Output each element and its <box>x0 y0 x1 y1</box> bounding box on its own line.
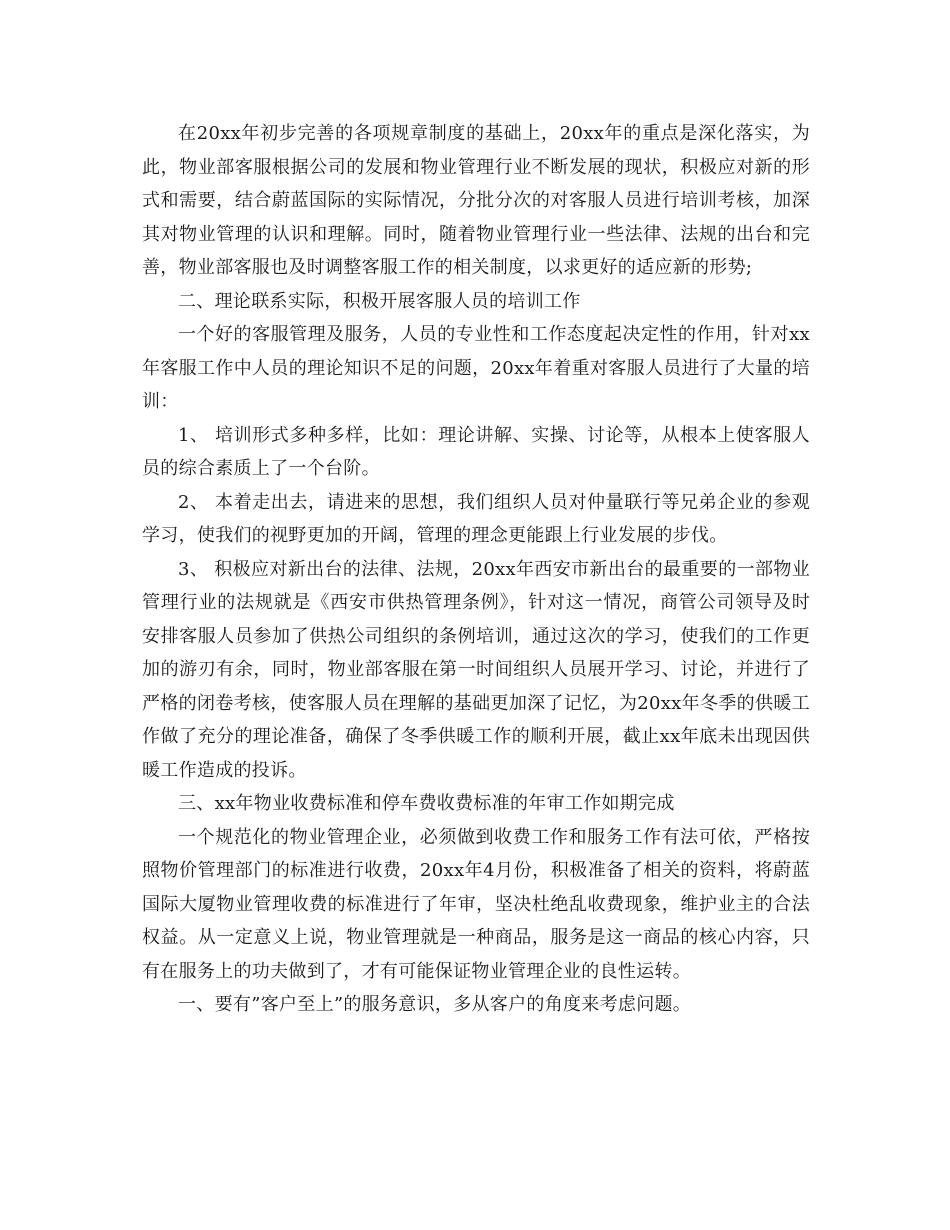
paragraph-fee-standards: 一个规范化的物业管理企业，必须做到收费工作和服务工作有法可依，严格按照物价管理部门的标准进行收费，20xx年4月份，积极准备了相关的资料，将蔚蓝国际大厦物业管理收费的标准进行了年审，坚决杜绝乱收费现象，维护业主的合法权益。从一定意义上说，物业管理就是一种商品，服务是这一商品的核心内容，只有在服务上的功夫做到了，才有可能保证物业管理企业的良性运转。 <box>142 826 810 982</box>
list-item-new-regulations: 3、 积极应对新出台的法律、法规，20xx年西安市新出台的最重要的一部物业管理行业的法规就是《西安市供热管理条例》，针对这一情况，商管公司领导及时安排客服人员参加了供热公司组织的条例培训，通过这次的学习，使我们的工作更加的游刃有余，同时，物业部客服在第一时间组织人员展开学习、讨论，并进行了严格的闭卷考核，使客服人员在理解的基础更加深了记忆，为20xx年冬季的供暖工作做了充分的理论准备，确保了冬季供暖工作的顺利开展，截止xx年底未出现因供暖工作造成的投诉。 <box>142 558 810 781</box>
paragraph-intro: 在20xx年初步完善的各项规章制度的基础上，20xx年的重点是深化落实，为此，物业部客服根据公司的发展和物业管理行业不断发展的现状，积极应对新的形式和需要，结合蔚蓝国际的实际情况，分批分次的对客服人员进行培训考核，加深其对物业管理的认识和理解。同时，随着物业管理行业一些法律、法规的出台和完善，物业部客服也及时调整客服工作的相关制度，以求更好的适应新的形势; <box>142 123 810 278</box>
section-heading-training: 二、理论联系实际，积极开展客服人员的培训工作 <box>178 290 581 312</box>
list-item-training-forms: 1、 培训形式多种多样，比如：理论讲解、实操、讨论等，从根本上使客服人员的综合素质上了一个台阶。 <box>142 424 810 479</box>
list-item-visit-learning: 2、 本着走出去，请进来的思想，我们组织人员对仲量联行等兄弟企业的参观学习，使我们的视野更加的开阔，管理的理念更能跟上行业发展的步伐。 <box>142 491 810 546</box>
section-heading-annual-review: 三、xx年物业收费标准和停车费收费标准的年审工作如期完成 <box>178 793 675 814</box>
document-body <box>142 117 810 1022</box>
paragraph-training-intro: 一个好的客服管理及服务，人员的专业性和工作态度起决定性的作用，针对xx年客服工作中人员的理论知识不足的问题，20xx年着重对客服人员进行了大量的培训： <box>142 324 810 412</box>
section-heading-customer-first: 一、要有”客户至上”的服务意识，多从客户的角度来考虑问题。 <box>178 994 692 1015</box>
